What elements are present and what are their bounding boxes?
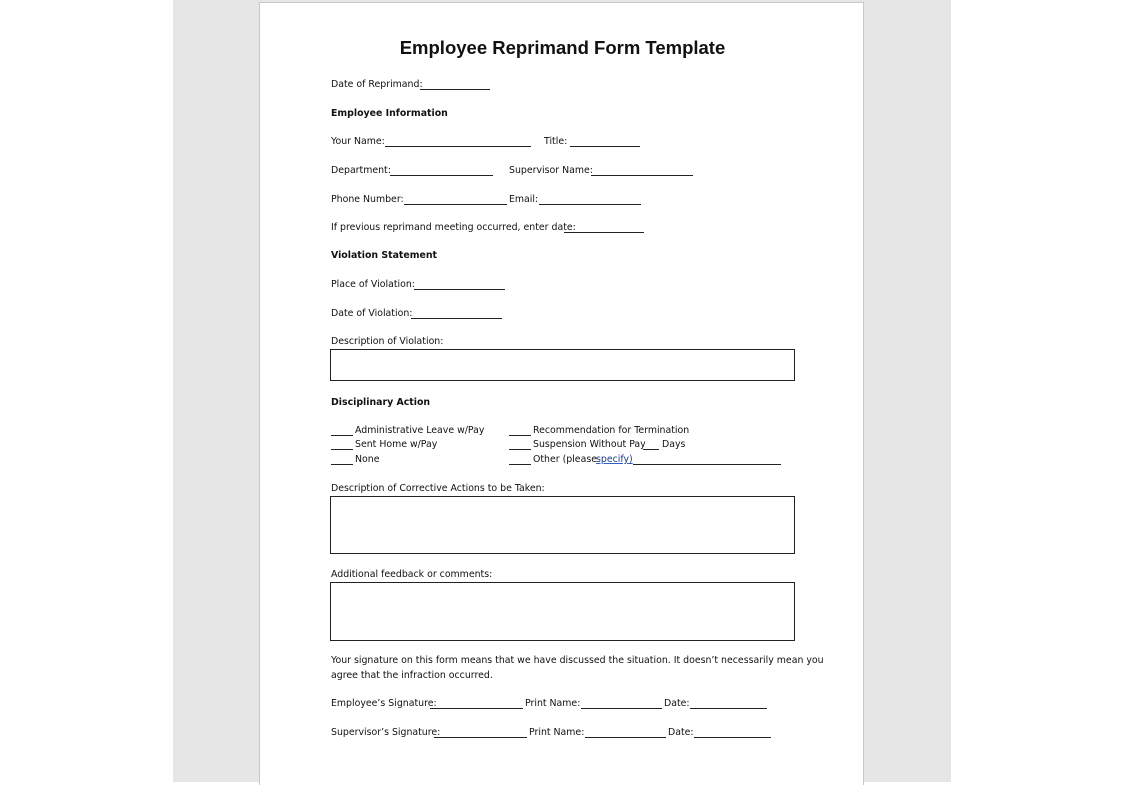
option-sent-home: Sent Home w/Pay xyxy=(355,439,438,450)
option-checkline[interactable] xyxy=(509,464,531,465)
option-checkline[interactable] xyxy=(509,449,531,450)
option-suspension-without-pay: Suspension Without Pay xyxy=(533,439,646,450)
corrective-actions-box[interactable] xyxy=(330,496,795,554)
place-of-violation-label: Place of Violation: xyxy=(331,279,415,290)
supervisor-print-name-label: Print Name: xyxy=(529,727,585,738)
document-page xyxy=(259,2,864,785)
option-none: None xyxy=(355,454,380,465)
corrective-actions-label: Description of Corrective Actions to be Taken: xyxy=(331,483,545,494)
description-of-violation-label: Description of Violation: xyxy=(331,336,444,347)
disciplinary-action-heading: Disciplinary Action xyxy=(331,397,431,408)
signature-note-line2: agree that the infraction occurred. xyxy=(331,670,493,681)
employee-date-field[interactable] xyxy=(690,708,767,709)
date-of-reprimand-field[interactable] xyxy=(420,89,490,90)
other-specify-field[interactable] xyxy=(633,464,781,465)
supervisor-date-field[interactable] xyxy=(694,737,771,738)
phone-number-field[interactable] xyxy=(404,204,507,205)
supervisor-name-label: Supervisor Name: xyxy=(509,165,593,176)
description-of-violation-box[interactable] xyxy=(330,349,795,381)
supervisor-name-field[interactable] xyxy=(591,175,693,176)
email-field[interactable] xyxy=(539,204,641,205)
specify-word: specify) xyxy=(596,454,633,465)
employee-signature-label: Employee’s Signature: xyxy=(331,698,437,709)
additional-feedback-box[interactable] xyxy=(330,582,795,641)
previous-meeting-label: If previous reprimand meeting occurred, enter date: xyxy=(331,222,576,233)
employee-print-name-label: Print Name: xyxy=(525,698,581,709)
department-field[interactable] xyxy=(390,175,493,176)
employee-information-heading: Employee Information xyxy=(331,108,448,119)
additional-feedback-label: Additional feedback or comments: xyxy=(331,569,493,580)
supervisor-date-label: Date: xyxy=(668,727,694,738)
violation-statement-heading: Violation Statement xyxy=(331,250,438,261)
signature-note-line1: Your signature on this form means that we have discussed the situation. It doesn’t necessarily mean you xyxy=(331,655,824,666)
email-label: Email: xyxy=(509,194,539,205)
title-field[interactable] xyxy=(570,146,640,147)
days-label: Days xyxy=(662,439,686,450)
option-checkline[interactable] xyxy=(331,449,353,450)
option-checkline[interactable] xyxy=(509,435,531,436)
employee-print-name-field[interactable] xyxy=(581,708,662,709)
your-name-label: Your Name: xyxy=(331,136,385,147)
option-checkline[interactable] xyxy=(331,464,353,465)
option-other: Other (please xyxy=(533,454,597,465)
date-of-violation-label: Date of Violation: xyxy=(331,308,413,319)
supervisor-print-name-field[interactable] xyxy=(585,737,666,738)
previous-meeting-date-field[interactable] xyxy=(564,232,644,233)
option-checkline[interactable] xyxy=(331,435,353,436)
supervisor-signature-label: Supervisor’s Signature: xyxy=(331,727,441,738)
title-label: Title: xyxy=(544,136,568,147)
option-administrative-leave: Administrative Leave w/Pay xyxy=(355,425,485,436)
option-recommendation-termination: Recommendation for Termination xyxy=(533,425,690,436)
date-of-reprimand-label: Date of Reprimand: xyxy=(331,79,423,90)
phone-number-label: Phone Number: xyxy=(331,194,404,205)
date-of-violation-field[interactable] xyxy=(411,318,502,319)
suspension-days-field[interactable] xyxy=(643,449,659,450)
page-title: Employee Reprimand Form Template xyxy=(399,37,726,58)
supervisor-signature-field[interactable] xyxy=(434,737,527,738)
place-of-violation-field[interactable] xyxy=(414,289,505,290)
employee-date-label: Date: xyxy=(664,698,690,709)
department-label: Department: xyxy=(331,165,391,176)
your-name-field[interactable] xyxy=(385,146,531,147)
employee-signature-field[interactable] xyxy=(430,708,523,709)
